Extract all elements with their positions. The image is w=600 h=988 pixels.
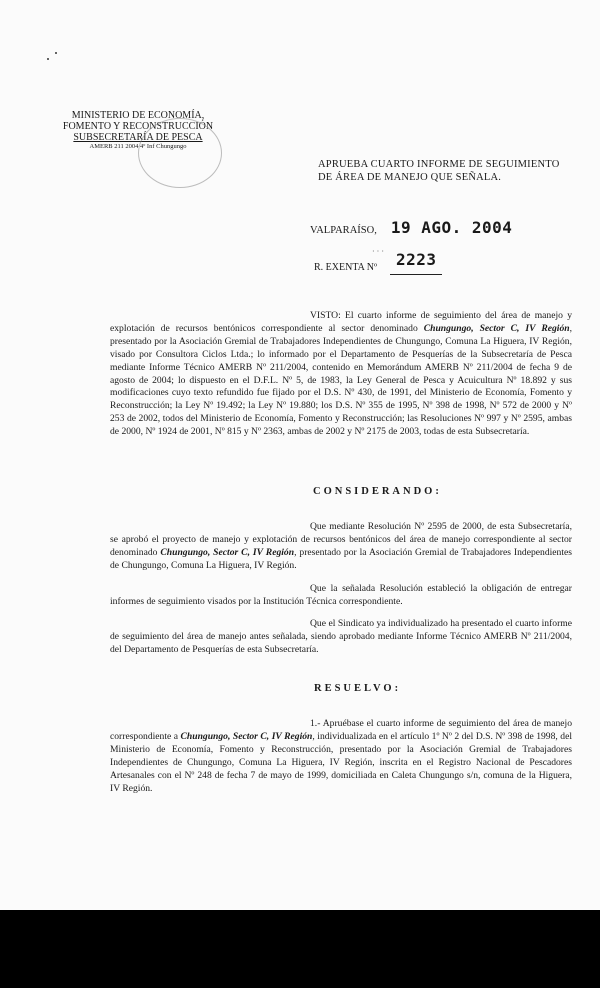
- document-subject: [318, 158, 559, 184]
- resuelvo-1: [110, 718, 572, 795]
- sector-name: Chungungo, Sector C, IV Región: [423, 322, 570, 334]
- office-seal-stamp: [138, 118, 222, 188]
- subject-line: APRUEBA CUARTO INFORME DE SEGUIMIENTO: [318, 159, 560, 170]
- subsecretaria-line: SUBSECRETARÍA DE PESCA: [73, 132, 203, 143]
- resuelvo-lead: 1.- Apruébase el cuarto informe de seguimiento del área de manejo correspondiente a: [110, 718, 572, 742]
- resolution-label: R. EXENTA Nº: [314, 262, 378, 273]
- considerando-lead: Que mediante Resolución Nº 2595 de 2000, de esta Subsecretaría, se aprobó el proyecto de manejo y explotación de recursos bentónicos del área de manejo correspondiente al sector denominado: [110, 521, 572, 558]
- ministry-line: FOMENTO Y RECONSTRUCCIÓN: [62, 121, 214, 132]
- subject-line: DE ÁREA DE MANEJO QUE SEÑALA.: [318, 172, 502, 183]
- visto-paragraph: [110, 310, 572, 439]
- considerando-heading: CONSIDERANDO:: [313, 486, 442, 497]
- ministry-line: MINISTERIO DE ECONOMÍA,: [71, 110, 205, 121]
- resolution-number: 2223: [396, 250, 437, 269]
- scan-mark: · · ·: [372, 247, 384, 256]
- date-stamp: 19 AGO. 2004: [390, 218, 513, 237]
- visto-lead: VISTO: El cuarto informe de seguimiento del área de manejo y explotación de recursos bentónicos correspondiente al sector denominado: [110, 310, 572, 334]
- resuelvo-rest: , individualizada en el artículo 1º Nº 2 del D.S. Nº 398 de 1998, del Ministerio de Economía, Fomento y Reconstrucción, presentado por la Asociación Gremial de Trabajadores Independientes de Chungungo, Comuna La Higuera, IV Región, inscrita en el Registro Nacional de Pescadores Artesanales con el Nº 248 de fecha 7 de mayo de 1999, domiciliada en Caleta Chungungo s/n, comuna de la Higuera, IV Región.: [110, 730, 572, 794]
- scan-speck: [55, 52, 57, 54]
- resuelvo-heading: RESUELVO:: [314, 683, 402, 694]
- considerando-rest: , presentado por la Asociación Gremial de Trabajadores Independientes de Chungungo, Comuna La Higuera, IV Región.: [110, 546, 572, 571]
- sector-name: Chungungo, Sector C, IV Región: [160, 546, 295, 558]
- file-reference: AMERB 211 2004 4º Inf Chungungo: [89, 143, 187, 150]
- underline: [390, 274, 442, 275]
- considerando-2: Que la señalada Resolución estableció la obligación de entregar informes de seguimiento visados por la Institución Técnica correspondiente.: [110, 583, 572, 607]
- scan-speck: [47, 58, 49, 60]
- considerando-3: Que el Sindicato ya individualizado ha presentado el cuarto informe de seguimiento del área de manejo antes señalada, siendo aprobado mediante Informe Técnico AMERB Nº 211/2004, del Departamento de Pesquerías de esta Subsecretaría.: [110, 618, 572, 655]
- resolution-number-line: [314, 250, 437, 273]
- city: VALPARAÍSO,: [310, 225, 377, 236]
- scan-bottom-band: [0, 910, 600, 988]
- sector-name: Chungungo, Sector C, IV Región: [180, 730, 313, 742]
- visto-rest: , presentado por la Asociación Gremial de Trabajadores Independientes de Chungungo, Comuna La Higuera, IV Región, visado por Consultora Ciclos Ltda.; lo informado por el Departamento de Pesquerías de la Subsecretaría de Pesca mediante Informe Técnico AMERB Nº 211/2004, contenido en Memorándum AMERB Nº 211/2004 de fecha 9 de agosto de 2004; lo dispuesto en el D.F.L. Nº 5, de 1983, la Ley General de Pesca y Acuicultura Nº 18.892 y sus modificaciones cuyo texto refundido fue fijado por el D.S. Nº 430, de 1991, del Ministerio de Economía, Fomento y Reconstrucción; la Ley Nº 19.492; la Ley Nº 19.880; los D.S. Nº 355 de 1995, Nº 398 de 1998, Nº 572 de 2000 y Nº 253 de 2002, todos del Ministerio de Economía, Fomento y Reconstrucción; las Resoluciones Nº 997 y Nº 2595, ambas de 2000, Nº 1924 de 2001, Nº 815 y Nº 2363, ambas de 2002 y Nº 2175 de 2003, todas de esta Subsecretaría.: [110, 322, 572, 438]
- considerando-1: [110, 521, 572, 573]
- date-line: [310, 218, 512, 237]
